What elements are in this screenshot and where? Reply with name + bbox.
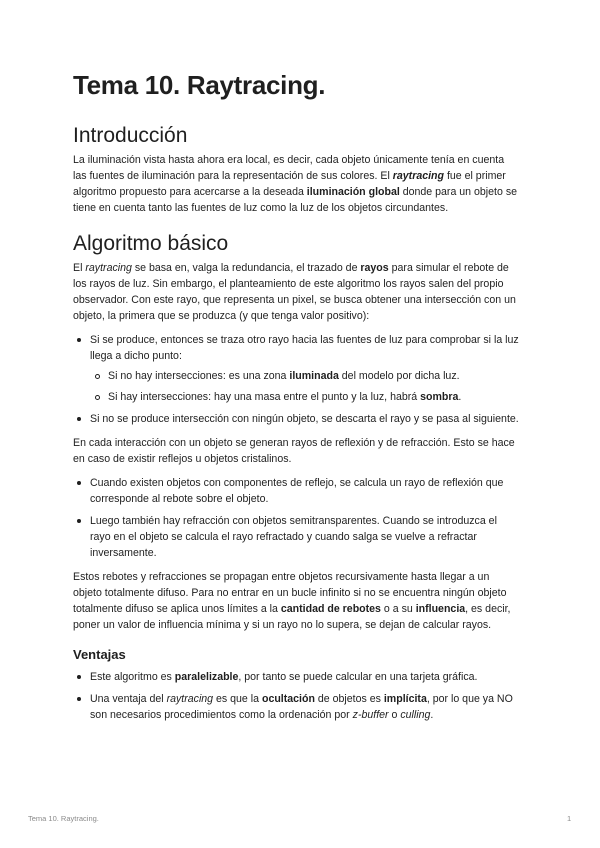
italic-text: culling (400, 709, 431, 721)
list-item-text: Cuando existen objetos con componentes de reflejo, se calcula un rayo de reflexión que corresponde al rebote sobre el objeto. (90, 477, 504, 505)
text-run: del modelo por dicha luz. (338, 370, 460, 382)
italic-text: raytracing (85, 262, 132, 274)
section-algoritmo-basico (73, 232, 519, 633)
list-item (73, 669, 519, 685)
list-item (73, 513, 519, 561)
text-run: se basa en, valga la redundancia, el trazado de (131, 262, 361, 274)
bullet-list (73, 669, 519, 723)
bold-text: sombra (420, 391, 459, 403)
sub-list-item (91, 368, 519, 384)
list-item (73, 411, 519, 427)
text-run: . (430, 709, 434, 721)
algoritmo-paragraph-1 (73, 260, 519, 324)
text-run: , por tanto se puede calcular en una tarjeta gráfica. (238, 671, 478, 683)
bold-text: iluminación global (306, 186, 400, 198)
bold-text: iluminada (289, 370, 339, 382)
italic-text: z-buffer (352, 709, 389, 721)
bold-text: rayos (360, 262, 389, 274)
text-run: fue el primer algoritmo propuesto para acercarse a la deseada (73, 170, 506, 198)
list-item-text: Si no se produce intersección con ningún objeto, se descarta el rayo y se pasa al siguiente. (90, 413, 519, 425)
intro-paragraph (73, 152, 519, 216)
bullet-list (73, 475, 519, 561)
section-heading-algoritmo: Algoritmo básico (73, 232, 229, 255)
section-introduccion (73, 124, 519, 216)
text-run: El (73, 262, 86, 274)
text-run: La iluminación vista hasta ahora era local, es decir, cada objeto únicamente tenía en cuenta las fuentes de iluminación para la representación de sus colores. El (73, 154, 505, 182)
text-run: , por lo que ya NO son necesarios procedimientos como la ordenación por (90, 693, 513, 721)
list-item-text: Si se produce, entonces se traza otro rayo hacia las fuentes de luz para comprobar si la luz llega a dicho punto: (90, 334, 519, 362)
list-item (73, 475, 519, 507)
section-heading-ventajas: Ventajas (73, 647, 126, 662)
list-item-text: Luego también hay refracción con objetos semitransparentes. Cuando se introduzca el rayo en el objeto se calcula el rayo refractado y cuando salga se vuelve a refractar inversamente. (90, 515, 497, 559)
footer-title: Tema 10. Raytracing. (28, 814, 99, 823)
text-run: , es decir, poner un valor de influencia mínima y si un rayo no lo supera, se dejan de calcular rayos. (73, 603, 511, 631)
text-run: Si no hay intersecciones: es una zona (108, 370, 290, 382)
section-ventajas (73, 647, 519, 723)
footer-page-number: 1 (567, 814, 572, 823)
bold-text: paralelizable (174, 671, 239, 683)
text-run: . (458, 391, 462, 403)
sub-list (91, 368, 519, 405)
bold-text: influencia (415, 603, 466, 615)
bold-text: cantidad de rebotes (280, 603, 381, 615)
text-run: o a su (380, 603, 416, 615)
emphasis-text: raytracing (392, 170, 444, 182)
text-run: donde para un objeto se tiene en cuenta tanto las fuentes de luz como la luz de los objetos circundantes. (73, 186, 518, 214)
list-item (73, 691, 519, 723)
text-run: Este algoritmo es (90, 671, 175, 683)
bold-text: implícita (383, 693, 427, 705)
algoritmo-paragraph-2: En cada interacción con un objeto se generan rayos de reflexión y de refracción. Esto se hace en caso de existir reflejos u objetos cristalinos. (73, 437, 515, 465)
algoritmo-paragraph-3 (73, 569, 519, 633)
italic-text: raytracing (166, 693, 214, 705)
bullet-list (73, 332, 519, 427)
list-item (73, 332, 519, 405)
sub-list-item (91, 389, 519, 405)
bold-text: ocultación (261, 693, 315, 705)
text-run: o (388, 709, 401, 721)
text-run: de objetos es (314, 693, 384, 705)
page-title: Tema 10. Raytracing. (73, 70, 326, 100)
text-run: Si hay intersecciones: hay una masa entre el punto y la luz, habrá (108, 391, 421, 403)
text-run: es que la (213, 693, 262, 705)
text-run: para simular el rebote de los rayos de luz. Sin embargo, el planteamiento de este algoritmo los rayos salen del propio observador. Con este rayo, que representa un pixel, se busca obtener una intersección con un objeto, la primera que se produzca (y que tenga valor positivo): (73, 262, 516, 322)
text-run: Estos rebotes y refracciones se propagan entre objetos recursivamente hasta llegar a un objeto totalmente difuso. Para no entrar en un bucle infinito si no se encuentra ningún objeto totalmente difuso se aplica unos límites a la (73, 571, 507, 615)
text-run: Una ventaja del (90, 693, 167, 705)
section-heading-introduccion: Introducción (73, 124, 188, 147)
